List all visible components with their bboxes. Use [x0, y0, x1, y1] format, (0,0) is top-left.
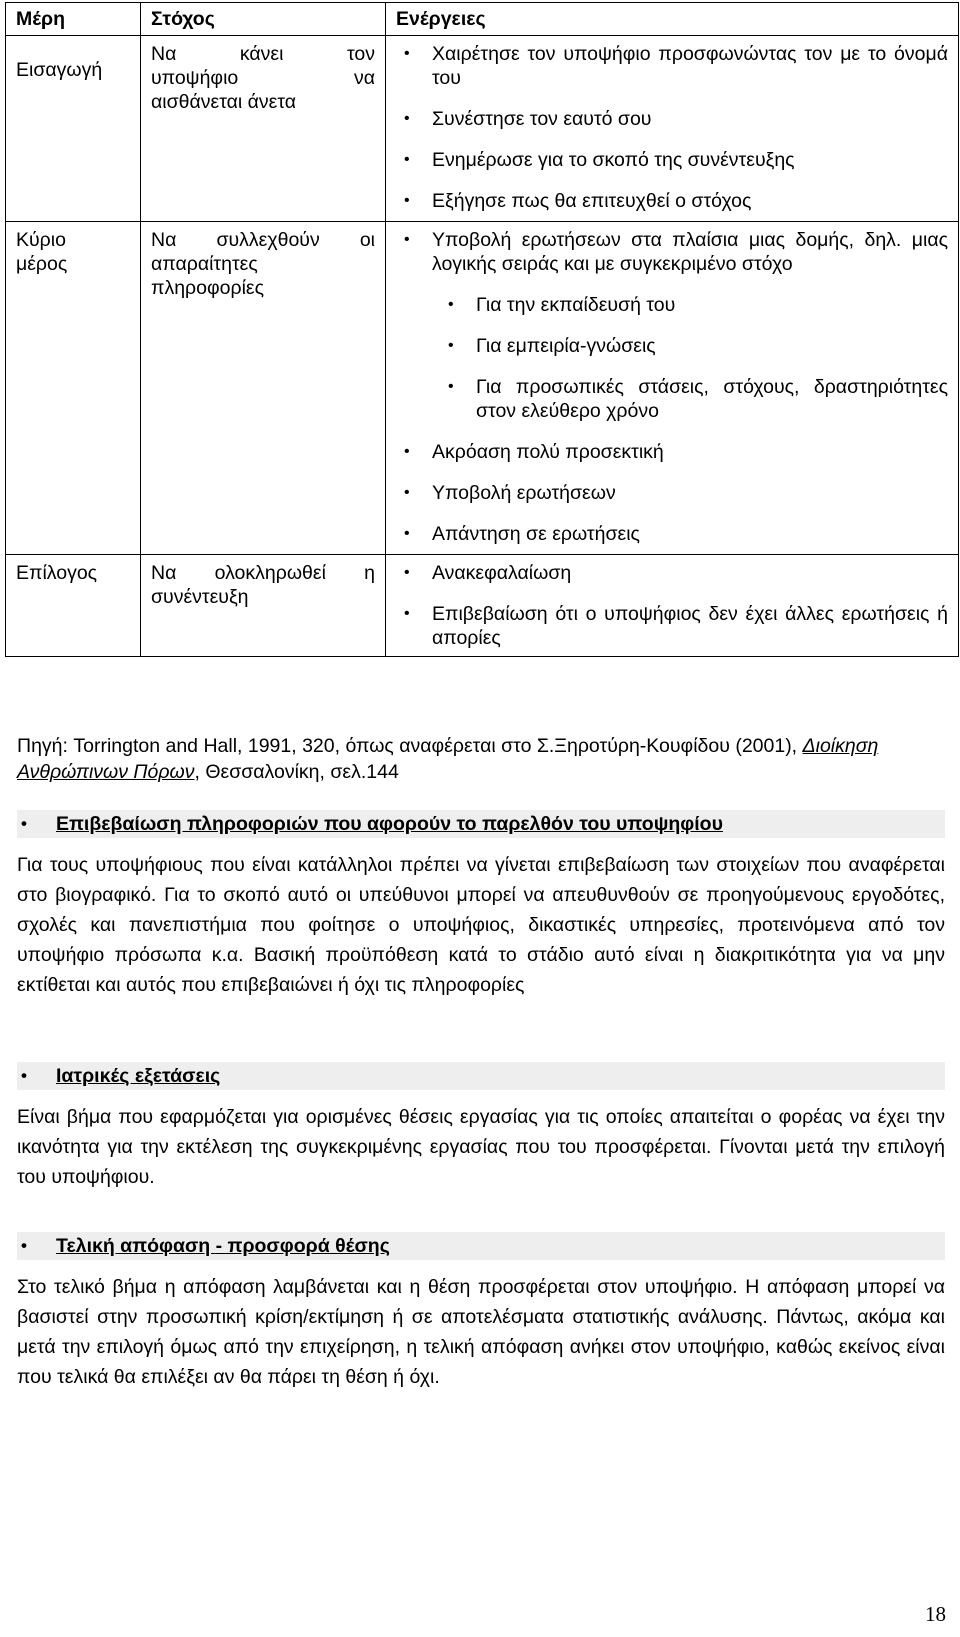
- table-header-row: [6, 3, 959, 36]
- goal-line: Να ολοκληρωθεί η: [151, 562, 375, 584]
- bullet-icon: •: [404, 231, 410, 248]
- list-item: • Ανακεφαλαίωση: [404, 562, 572, 584]
- section-body: Για τους υποψήφιους που είναι κατάλληλοι πρέπει να γίνεται επιβεβαίωση των στοιχείων που αναφέρεται στο βιογραφικό. Για το σκοπό αυτό οι υπεύθυνοι μπορεί να απευθυνθούν σε προηγούμενους εργοδότες, σχολές και πανεπιστήμια που φοίτησε ο υποψήφιος, δικαστικές υπηρεσίες, προτεινόμενα από τον υποψήφιο πρόσωπα κ.α. Βασική προϋπόθεση κατά το στάδιο αυτό είναι η διακριτικότητα για να μην εκτίθεται και αυτός που επιβεβαιώνει ή όχι τις πληροφορίες: [17, 854, 945, 996]
- part-cell: [6, 222, 141, 555]
- part-label: Επίλογος: [16, 562, 98, 584]
- bullet-icon: •: [404, 564, 410, 581]
- actions-list: [396, 440, 948, 546]
- list-item: • Εξήγησε πως θα επιτευχθεί ο στόχος: [404, 190, 752, 212]
- section-title: Επιβεβαίωση πληροφοριών που αφορούν το παρελθόν του υποψηφίου: [56, 813, 723, 835]
- list-item: • Ενημέρωσε για το σκοπό της συνέντευξης: [404, 149, 795, 171]
- actions-cell: [386, 222, 959, 555]
- bullet-icon: •: [21, 1066, 27, 1085]
- source-prefix: Πηγή: Torrington and Hall, 1991, 320, όπως αναφέρεται στο Σ.Ξηροτύρη-Κουφίδου (2001),: [17, 735, 803, 757]
- list-item: • Απάντηση σε ερωτήσεις: [404, 523, 640, 545]
- list-item: • Για προσωπικές στάσεις, στόχους, δραστηριότητες στον ελεύθερο χρόνο: [448, 376, 948, 422]
- source-citation: [17, 733, 942, 785]
- bullet-icon: •: [404, 443, 410, 460]
- table-row-epilogue: [6, 555, 959, 657]
- goal-cell: [141, 222, 386, 555]
- bullet-icon: •: [404, 110, 410, 127]
- bullet-icon: •: [404, 484, 410, 501]
- bullet-icon: •: [21, 1236, 27, 1255]
- bullet-icon: •: [448, 378, 454, 395]
- bullet-icon: •: [448, 337, 454, 354]
- table-row-introduction: [6, 36, 959, 222]
- part-cell: [6, 555, 141, 657]
- part-label: μέρος: [16, 253, 68, 275]
- source-suffix: , Θεσσαλονίκη, σελ.144: [194, 761, 399, 783]
- header-goal: Στόχος: [141, 3, 386, 36]
- list-item: • Υποβολή ερωτήσεων: [404, 482, 616, 504]
- sub-actions-list: [396, 293, 948, 423]
- list-item: • Για την εκπαίδευσή του: [448, 294, 676, 316]
- part-cell: [6, 36, 141, 222]
- goal-line: Να κάνει τον: [151, 43, 375, 65]
- part-label: Κύριο: [16, 229, 66, 251]
- list-item: • Ακρόαση πολύ προσεκτική: [404, 441, 664, 463]
- list-item: • Υποβολή ερωτήσεων στα πλαίσια μιας δομής, δηλ. μιας λογικής σειράς και με συγκεκριμένο στόχο: [404, 229, 948, 275]
- section-title: Ιατρικές εξετάσεις: [56, 1065, 221, 1087]
- section-body: Είναι βήμα που εφαρμόζεται για ορισμένες θέσεις εργασίας για τις οποίες απαιτείται ο φορέας να έχει την ικανότητα για την εκτέλεση της συγκεκριμένης εργασίας που του προσφέρεται. Γίνονται μετά την επιλογή του υποψήφιου.: [17, 1106, 945, 1188]
- table-row-main-part: [6, 222, 959, 555]
- interview-stages-table: [5, 2, 959, 657]
- bullet-icon: •: [404, 192, 410, 209]
- bullet-icon: •: [404, 45, 410, 62]
- header-parts: Μέρη: [6, 3, 141, 36]
- goal-line: υποψήφιο να: [151, 67, 375, 89]
- section-title: Τελική απόφαση - προσφορά θέσης: [56, 1235, 390, 1257]
- goal-line: συνέντευξη: [151, 586, 249, 608]
- section-body: Στο τελικό βήμα η απόφαση λαμβάνεται και η θέση προσφέρεται στον υποψήφιο. Η απόφαση μπορεί να βασιστεί στην προσωπική κρίση/εκτίμηση ή σε αποτελέσματα στατιστικής ανάλυσης. Πάντως, ακόμα και μετά την επιλογή όμως από την επιχείρηση, η τελική απόφαση ανήκει στον υποψήφιο, καθώς εκείνος είναι που τελικά θα επιλέξει αν θα πάρει τη θέση ή όχι.: [17, 1276, 945, 1388]
- bullet-icon: •: [404, 605, 410, 622]
- section-heading: [17, 1232, 945, 1260]
- list-item: • Συνέστησε τον εαυτό σου: [404, 108, 652, 130]
- goal-line: πληροφορίες: [151, 277, 264, 299]
- section-medical-exams: [17, 1062, 945, 1192]
- goal-cell: [141, 555, 386, 657]
- goal-line: αισθάνεται άνετα: [151, 91, 297, 113]
- bullet-icon: •: [404, 151, 410, 168]
- actions-list: [396, 42, 948, 213]
- bullet-icon: •: [448, 296, 454, 313]
- actions-cell: [386, 555, 959, 657]
- bullet-icon: •: [21, 814, 27, 833]
- list-item: • Για εμπειρία-γνώσεις: [448, 335, 656, 357]
- actions-list: [396, 228, 948, 276]
- actions-cell: [386, 36, 959, 222]
- header-actions: Ενέργειες: [386, 3, 959, 36]
- list-item: • Επιβεβαίωση ότι ο υποψήφιος δεν έχει άλλες ερωτήσεις ή απορίες: [404, 603, 948, 649]
- part-label: Εισαγωγή: [16, 59, 103, 81]
- goal-line: Να συλλεχθούν οι: [151, 229, 375, 251]
- goal-cell: [141, 36, 386, 222]
- bullet-icon: •: [404, 525, 410, 542]
- section-heading: [17, 810, 945, 838]
- source-book-title: Διοίκηση Ανθρώπινων Πόρων: [17, 735, 879, 783]
- section-final-decision: [17, 1232, 945, 1392]
- page-number: 18: [925, 1602, 946, 1626]
- section-background-check: [17, 810, 945, 1000]
- actions-list: [396, 561, 948, 650]
- list-item: • Χαιρέτησε τον υποψήφιο προσφωνώντας τον με το όνομά του: [404, 43, 948, 89]
- section-heading: [17, 1062, 945, 1090]
- goal-line: απαραίτητες: [151, 253, 258, 275]
